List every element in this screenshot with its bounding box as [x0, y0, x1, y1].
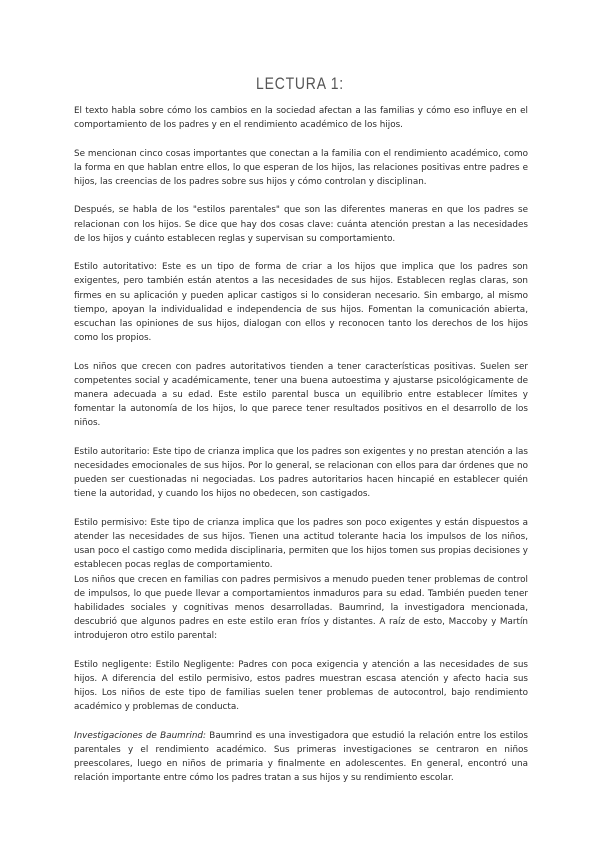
- paragraph-five-factors: Se mencionan cinco cosas importantes que conectan a la familia con el rendimiento académico, como la forma en que hablan entre ellos, lo que esperan de los hijos, las relaciones positivas entre padres e hijos, las creencias de los padres sobre sus hijos y cómo controlan y disciplinan.: [74, 148, 528, 187]
- paragraph-baumrind-research: [74, 729, 528, 786]
- paragraph-authoritative-style: Estilo autoritativo: Este es un tipo de forma de criar a los hijos que implica que los padres son exigentes, pero también están atentos a las necesidades de sus hijos. Establecen reglas claras, son firmes en su aplicación y pueden aplicar castigos si lo consideran necesario. Sin embargo, al mismo tiempo, apoyan la individualidad e independencia de sus hijos. Fomentan la comunicación abierta, escuchan las opiniones de sus hijos, dialogan con ellos y reconocen tanto los derechos de los hijos como los propios.: [74, 262, 528, 344]
- paragraph-intro: El texto habla sobre cómo los cambios en la sociedad afectan a las familias y cómo eso influye en el comportamiento de los padres y en el rendimiento académico de los hijos.: [74, 106, 528, 131]
- paragraph-authoritarian-style: Estilo autoritario: Este tipo de crianza implica que los padres son exigentes y no prestan atención a las necesidades emocionales de sus hijos. Por lo general, se relacionan con ellos para dar órdenes que no pueden ser cuestionadas ni negociadas. Los padres autoritarios hacen hincapié en establecer quién tiene la autoridad, y cuando los hijos no obedecen, son castigados.: [74, 446, 528, 500]
- baumrind-label: Investigaciones de Baumrind:: [74, 730, 206, 741]
- document-body: [74, 104, 528, 800]
- paragraph-authoritative-outcomes: Los niños que crecen con padres autoritativos tienden a tener características positivas. Suelen ser competentes social y académicamente, tener una buena autoestima y ajustarse psicológicamente de manera adecuada a su edad. Este estilo parental busca un equilibrio entre establecer límites y fomentar la autonomía de los hijos, lo que parece tener resultados positivos en el desarrollo de los niños.: [74, 361, 528, 429]
- paragraph-permissive-outcomes: Los niños que crecen en familias con padres permisivos a menudo pueden tener problemas de control de impulsos, lo que puede llevar a comportamientos inmaduros para su edad. También pueden tener habilidades sociales y cognitivas menos desarrolladas. Baumrind, la investigadora mencionada, descubrió que algunos padres en este estilo eran fríos y distantes. A raíz de esto, Maccoby y Martín introdujeron otro estilo parental:: [74, 574, 528, 642]
- paragraph-permissive-style: Estilo permisivo: Este tipo de crianza implica que los padres son poco exigentes y están dispuestos a atender las necesidades de sus hijos. Tienen una actitud tolerante hacia los impulsos de los niños, usan poco el castigo como medida disciplinaria, permiten que los hijos tomen sus propias decisiones y establecen pocas reglas de comportamiento.: [74, 517, 528, 571]
- page-title: LECTURA 1:: [256, 74, 344, 93]
- paragraph-neglectful-style: Estilo negligente: Estilo Negligente: Padres con poca exigencia y atención a las necesidades de sus hijos. A diferencia del estilo permisivo, estos padres muestran escasa atención y afecto hacia sus hijos. Los niños de este tipo de familias suelen tener problemas de autocontrol, bajo rendimiento académico y problemas de conducta.: [74, 659, 528, 713]
- baumrind-text: Baumrind es una investigadora que estudió la relación entre los estilos parentales y el rendimiento académico. Sus primeras investigaciones se centraron en niños preescolares, luego en niños de primaria y finalmente en adolescentes. En general, encontró una relación importante entre cómo los padres tratan a sus hijos y su rendimiento escolar.: [74, 730, 528, 784]
- paragraph-parenting-styles: Después, se habla de los "estilos parentales" que son las diferentes maneras en que los padres se relacionan con los hijos. Se dice que hay dos cosas clave: cuánta atención prestan a las necesidades de los hijos y cuánto establecen reglas y supervisan su comportamiento.: [74, 205, 528, 244]
